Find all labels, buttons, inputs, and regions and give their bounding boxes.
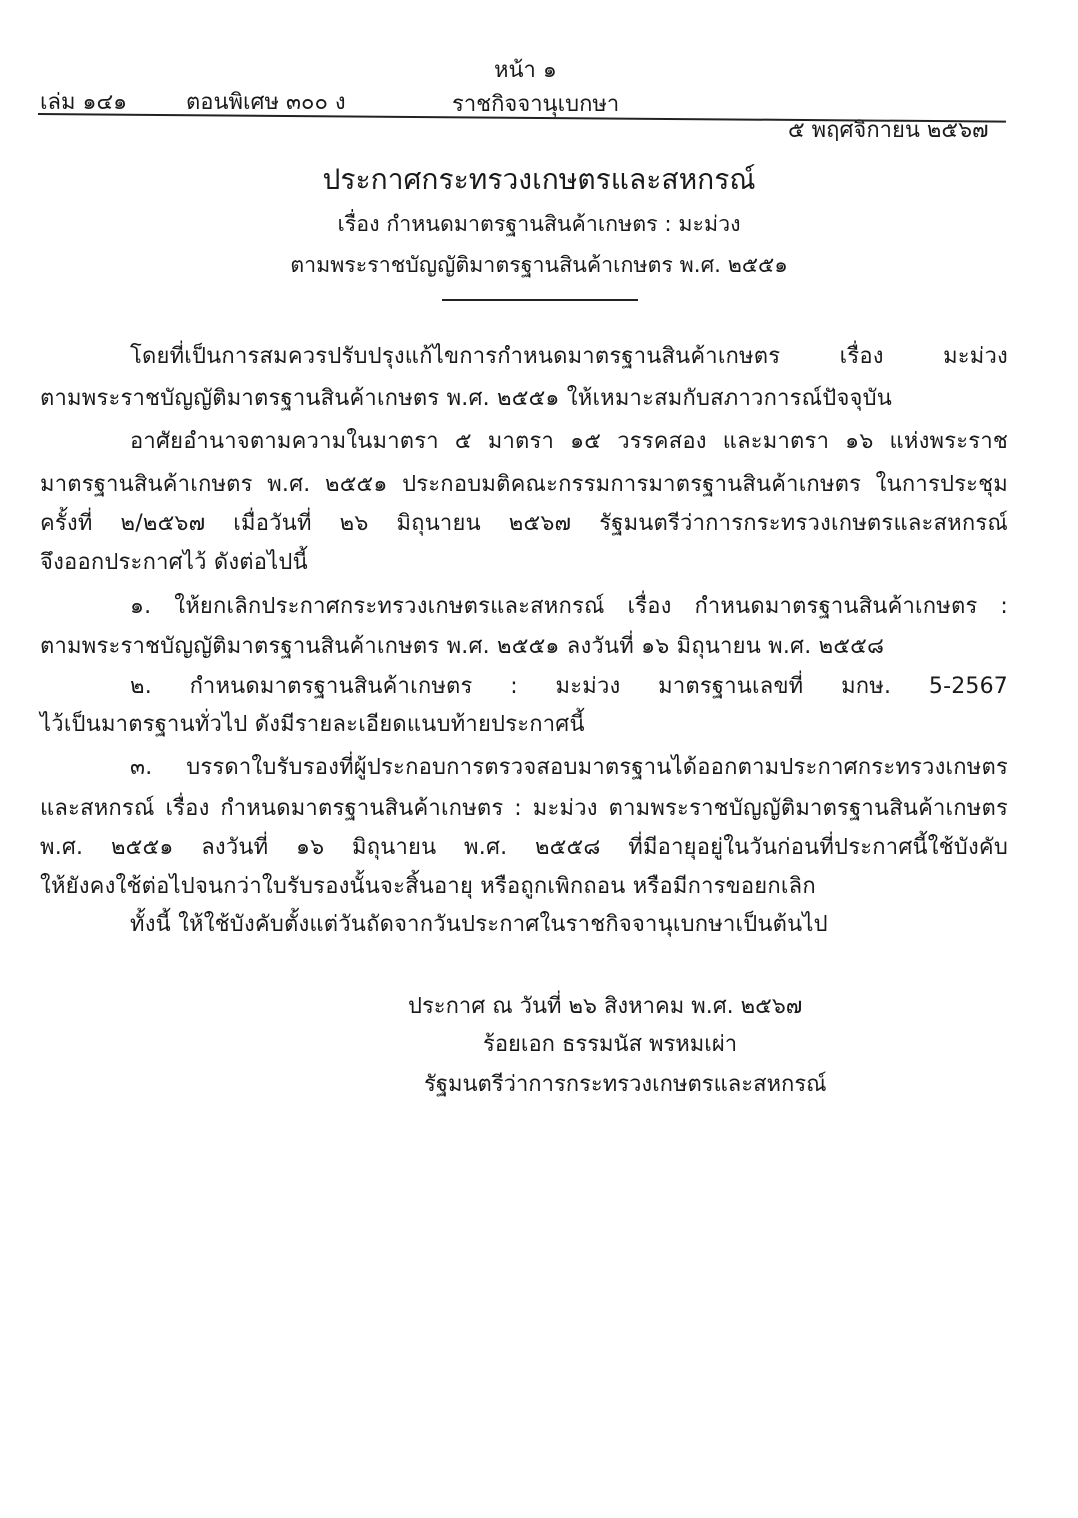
body-line: ให้ยังคงใช้ต่อไปจนกว่าใบรับรองนั้นจะสิ้นอายุ หรือถูกเพิกถอน หรือมีการขอยกเลิก xyxy=(40,874,816,899)
body-line: ๒. กำหนดมาตรฐานสินค้าเกษตร : มะม่วง มาตรฐานเลขที่ มกษ. 5-2567 xyxy=(130,674,1008,699)
body-line: ๓. บรรดาใบรับรองที่ผู้ประกอบการตรวจสอบมาตรฐานได้ออกตามประกาศกระทรวงเกษตร xyxy=(130,755,1008,780)
body-line: ๑. ให้ยกเลิกประกาศกระทรวงเกษตรและสหกรณ์ เรื่อง กำหนดมาตรฐานสินค้าเกษตร : xyxy=(130,594,1008,619)
page-number: หน้า ๑ xyxy=(494,58,557,83)
body-line: ทั้งนี้ ให้ใช้บังคับตั้งแต่วันถัดจากวันประกาศในราชกิจจานุเบกษาเป็นต้นไป xyxy=(130,912,828,937)
body-line: อาศัยอำนาจตามความในมาตรา ๕ มาตรา ๑๕ วรรคสอง และมาตรา ๑๖ แห่งพระราช xyxy=(130,429,1008,454)
announcement-act: ตามพระราชบัญญัติมาตรฐานสินค้าเกษตร พ.ศ. ๒๕๕๑ xyxy=(290,253,788,278)
body-line: พ.ศ. ๒๕๕๑ ลงวันที่ ๑๖ มิถุนายน พ.ศ. ๒๕๕๘ ที่มีอายุอยู่ในวันก่อนที่ประกาศนี้ใช้บังคับ xyxy=(40,835,1008,860)
signature-date: ประกาศ ณ วันที่ ๒๖ สิงหาคม พ.ศ. ๒๕๖๗ xyxy=(408,994,803,1019)
announcement-subject: เรื่อง กำหนดมาตรฐานสินค้าเกษตร : มะม่วง xyxy=(337,212,741,237)
body-line: มาตรฐานสินค้าเกษตร พ.ศ. ๒๕๕๑ ประกอบมติคณะกรรมการมาตรฐานสินค้าเกษตร ในการประชุม xyxy=(40,472,1008,497)
body-line: ตามพระราชบัญญัติมาตรฐานสินค้าเกษตร พ.ศ. ๒๕๕๑ ลงวันที่ ๑๖ มิถุนายน พ.ศ. ๒๕๕๘ xyxy=(40,634,885,659)
gazette-name: ราชกิจจานุเบกษา xyxy=(452,92,620,117)
announcement-title: ประกาศกระทรวงเกษตรและสหกรณ์ xyxy=(322,163,756,196)
body-line: และสหกรณ์ เรื่อง กำหนดมาตรฐานสินค้าเกษตร : มะม่วง ตามพระราชบัญญัติมาตรฐานสินค้าเกษตร xyxy=(40,796,1008,821)
issue-label: ตอนพิเศษ ๓๐๐ ง xyxy=(186,90,346,115)
publication-date: ๕ พฤศจิกายน ๒๕๖๗ xyxy=(788,118,989,143)
body-line: โดยที่เป็นการสมควรปรับปรุงแก้ไขการกำหนดมาตรฐานสินค้าเกษตร เรื่อง มะม่วง xyxy=(130,344,1008,369)
body-line: ตามพระราชบัญญัติมาตรฐานสินค้าเกษตร พ.ศ. ๒๕๕๑ ให้เหมาะสมกับสภาวการณ์ปัจจุบัน xyxy=(40,386,893,411)
volume-label: เล่ม ๑๔๑ xyxy=(40,90,128,115)
title-divider xyxy=(442,299,638,301)
body-line: ไว้เป็นมาตรฐานทั่วไป ดังมีรายละเอียดแนบท้ายประกาศนี้ xyxy=(40,712,585,737)
body-line: จึงออกประกาศไว้ ดังต่อไปนี้ xyxy=(40,550,308,575)
signatory-position: รัฐมนตรีว่าการกระทรวงเกษตรและสหกรณ์ xyxy=(424,1072,827,1097)
signatory-name: ร้อยเอก ธรรมนัส พรหมเผ่า xyxy=(483,1032,738,1057)
body-line: ครั้งที่ ๒/๒๕๖๗ เมื่อวันที่ ๒๖ มิถุนายน ๒๕๖๗ รัฐมนตรีว่าการกระทรวงเกษตรและสหกรณ์ xyxy=(40,511,1008,536)
